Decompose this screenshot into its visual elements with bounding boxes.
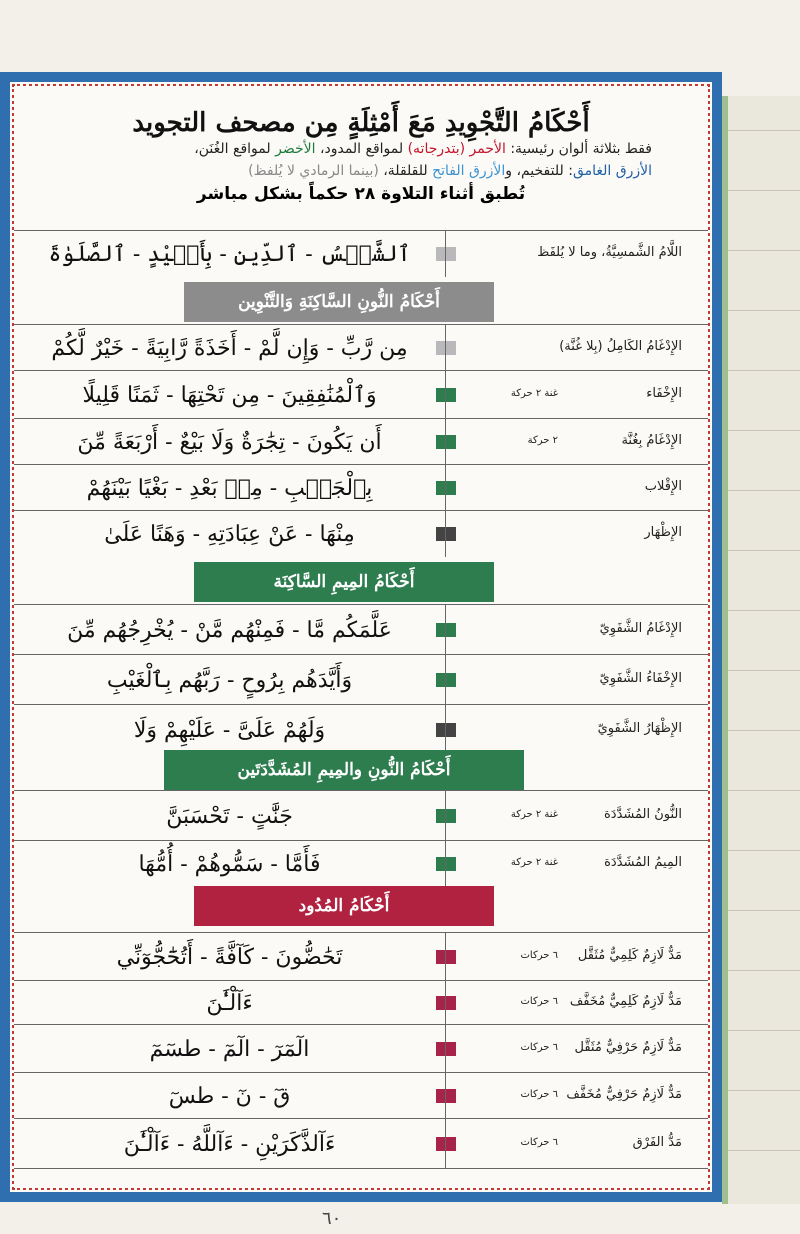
rule-note: ٢ حركة [527, 435, 558, 446]
rule-row [14, 230, 708, 277]
rule-label: المِيمُ المُشَدَّدَة [604, 855, 682, 870]
background-line [728, 430, 800, 431]
background-line [728, 970, 800, 971]
rule-row [14, 980, 708, 1025]
rule-note: ٦ حركات [520, 1137, 558, 1148]
rule-label: الإِظْهَار [644, 525, 682, 540]
rule-example: جَنَّٰتٍ - تَحْسَبَنَّ [14, 791, 446, 841]
rule-example: ٱلشَّمۡسُ - ٱلدِّينِ - بِأَيۡيْدٍ - ٱلصَّلَوٰةَ [14, 231, 446, 277]
background-line [728, 310, 800, 311]
rule-row [14, 1072, 708, 1119]
rule-label: الإِدْغَامُ بِغُنَّة [621, 433, 682, 448]
rule-example: فَأَمَّا - سَمُّوهُمْ - أُمُّهَا [14, 841, 446, 887]
rule-example: قٓ - نٓ - طسٓ [14, 1073, 446, 1119]
page-number: ٦٠ [322, 1208, 342, 1229]
rule-note: غنة ٢ حركة [510, 809, 558, 820]
rule-note: ٦ حركات [520, 1042, 558, 1053]
rule-row [14, 704, 708, 755]
rule-example: مِنْهَا - عَنْ عِبَادَتِهِ - وَهَنًا عَلَىٰ [14, 511, 446, 557]
rule-example: بِٱلْجَنۢبِ - مِنۢ بَعْدِ - بَغْيًا بَيْنَهُمْ [14, 465, 446, 511]
background-line [728, 1090, 800, 1091]
rule-example: وَلَهُمْ عَلَىَّ - عَلَيْهِمْ وَلَا [14, 705, 446, 755]
rule-label: مَدٌّ لَازِمٌ كَلِمِيٌّ مُثَقَّل [577, 948, 682, 963]
page [0, 72, 722, 1202]
rule-row [14, 1118, 708, 1169]
rule-example: عَلَّمَكُم مَّا - فَمِنْهُم مَّنْ - يُخْرِجُهُم مِّنَ [14, 605, 446, 655]
rule-row [14, 418, 708, 465]
rule-example: أَن يَكُونَ - تِجَٰرَةٌ وَلَا بَيْعٌ - أَرْبَعَةً مِّنَ [14, 419, 446, 465]
intro-line-1: فقط بثلاثة ألوان رئيسية: الأحمر (بتدرجاته) لمواقع المدود، الأخضر لمواقع الغُنَن، [194, 141, 652, 157]
rule-label: اللَّامُ الشَّمسِيَّةُ، وما لا يُلفَظ [537, 245, 682, 260]
background-line [728, 790, 800, 791]
rule-row [14, 464, 708, 511]
rule-row [14, 654, 708, 705]
section-header-noon: أَحْكَامُ النُّونِ السَّاكِنَةِ وَالتَّنْوِين [184, 282, 494, 322]
rule-note: ٦ حركات [520, 996, 558, 1007]
section-header-mushaddad: أَحْكَامُ النُّونِ والمِيمِ المُشَدَّدَتَين [164, 750, 524, 790]
rule-row [14, 604, 708, 655]
background-line [728, 1150, 800, 1151]
rule-row [14, 370, 708, 419]
background-line [728, 1030, 800, 1031]
table-bottom-border [14, 1168, 708, 1169]
rule-note: ٦ حركات [520, 1089, 558, 1100]
rule-example: وَأَيَّدَهُم بِرُوحٍ - رَبَّهُم بِٱلْغَيْبِ [14, 655, 446, 705]
rule-label: مَدٌّ لَازِمٌ حَرْفِيٌّ مُثَقَّل [574, 1040, 682, 1055]
rule-row [14, 1024, 708, 1073]
rule-note: ٦ حركات [520, 950, 558, 961]
page-content [14, 86, 708, 1188]
background-line [728, 610, 800, 611]
background-line [728, 250, 800, 251]
rule-row [14, 324, 708, 371]
rule-row [14, 932, 708, 981]
rule-label: الإِدْغَامُ الكَامِلُ (بِلا غُنَّة) [559, 339, 682, 354]
rule-note: غنة ٢ حركة [510, 857, 558, 868]
section-header-meem: أَحْكَامُ المِيمِ السَّاكِنَة [194, 562, 494, 602]
rule-example: ءَآلْـَٰٔنَ [14, 981, 446, 1025]
rule-example: وَٱلْمُنَٰفِقِينَ - مِن تَحْتِهَا - ثَمَنًا قَلِيلًا [14, 371, 446, 419]
background-line [728, 490, 800, 491]
rule-label: النُّونُ المُشَدَّدَة [604, 807, 682, 822]
background-line [728, 910, 800, 911]
rule-label: الإِظْهَارُ الشَّفَوِيّ [597, 721, 682, 736]
rule-label: الإِقْلاب [644, 479, 682, 494]
background-line [728, 550, 800, 551]
rule-label: الإِدْغَامُ الشَّفَوِيّ [599, 621, 682, 636]
page-title: أَحْكَامُ التَّجْوِيدِ مَعَ أَمْثِلَةٍ مِن مصحف التجويد [132, 108, 590, 138]
rule-example: ءَآلذَّكَرَيْنِ - ءَآللَّهُ - ءَآلْـَٰٔنَ [14, 1119, 446, 1169]
rule-example: مِن رَّبِّ - وَإِن لَّمْ - أَخَذَةً رَّابِيَةً - خَيْرٌ لَّكُمْ [14, 325, 446, 371]
intro-line-2: الأزرق الغامق: للتفخيم، والأزرق الفاتح للقلقلة، (بينما الرمادي لا يُلفظ) [248, 163, 652, 179]
background-line [728, 850, 800, 851]
background-line [728, 730, 800, 731]
background-line [728, 190, 800, 191]
rule-example: تَحَٰضُّونَ - كَآفَّةً - أَتُحَٰٓجُّوٓنِّي [14, 933, 446, 981]
rule-label: الإِخْفَاء [646, 386, 682, 401]
rule-note: غنة ٢ حركة [510, 388, 558, 399]
rule-row [14, 840, 708, 887]
rule-label: مَدٌّ لَازِمٌ كَلِمِيٌّ مُخَفَّف [569, 994, 682, 1009]
background-line [728, 370, 800, 371]
background-page-edge [722, 96, 800, 1204]
rule-label: مَدُّ الفَرْق [632, 1135, 682, 1150]
rule-example: الٓمٓرٓ - الٓمٓ - طسٓمٓ [14, 1025, 446, 1073]
rule-label: الإِخْفَاءُ الشَّفَوِيّ [599, 671, 682, 686]
intro-line-3: تُطبق أثناء التلاوة ٢٨ حكماً بشكل مباشر [196, 184, 526, 204]
rule-row [14, 790, 708, 841]
background-line [728, 130, 800, 131]
background-line [728, 670, 800, 671]
rule-label: مَدٌّ لَازِمٌ حَرْفِيٌّ مُخَفَّف [566, 1087, 682, 1102]
section-header-mudood: أَحْكَامُ المُدُود [194, 886, 494, 926]
rule-row [14, 510, 708, 557]
